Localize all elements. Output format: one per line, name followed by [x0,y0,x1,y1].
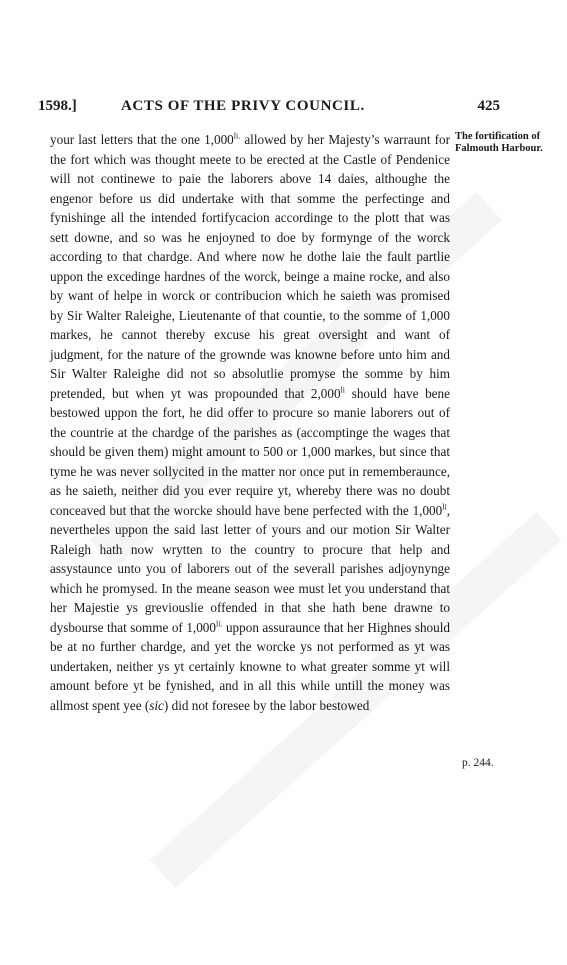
body-text-segment: allowed by her Majesty’s warraunt for the fort which was thought meete to be erected at the Castle of Pendenice will not continewe to paie the laborers above 14 daies, althoughe the engenor before us did undertake with that somme the perfectinge and fynishinge all the intended fortifycacion accordinge to the plott that was sett downe, and so was he enjoyned to doe by formynge of the worck according to that chardge. And where now he dothe laie the fault partlie uppon the excedinge hardnes of the worck, beinge a maine rocke, and also by want of helpe in worck or contribucion which he saieth was promised by Sir Walter Raleighe, Lieutenante of that countie, to the somme of 1,000 markes, he cannot thereby excuse his great oversight and want of judgment, for the nature of the grownde was knowne before unto him and Sir Walter Raleighe did not so absolutlie promyse the somme by him pretended, but when yt was propounded that 2,000 [50,132,450,401]
header-page-number: 425 [477,98,500,114]
header-year: 1598.] [38,98,77,114]
header-title: ACTS OF THE PRIVY COUNCIL. [121,98,365,114]
superscript-abbreviation: li [340,385,346,395]
body-text-segment: your last letters that the one 1,000 [50,132,234,147]
superscript-abbreviation: li. [216,619,223,629]
body-text-segment: uppon assuraunce that her Highnes should be at no further chardge, and yet the worcke ys not performed as yt was undertaken, neither ys yt certainly knowne to what greater somme yt will amount before yt be fynished, and in all this while untill the money was allmost spent yee ( [50,619,450,713]
body-text-segment: should have bene bestowed uppon the fort, he did offer to procure so manie laborers out of the countrie at the chardge of the parishes as (accomptinge the wages that should be given them) might amount to 500 or 1,000 markes, but since that tyme he was never sollycited in the matter nor once put in rememberaunce, as he saieth, neither did you ever require yt, whereby there was no doubt conceaved but that the worcke should have bene perfected with the 1,000 [50,385,450,518]
margin-note: The fortification of Falmouth Harbour. [455,131,543,154]
body-text-segment: ) did not foresee by the labor bestowed [163,697,370,713]
superscript-abbreviation: li [442,502,447,512]
superscript-abbreviation: li. [233,131,241,141]
margin-page-ref: p. 244. [462,757,494,769]
running-header [38,98,500,120]
body-paragraph [50,130,450,715]
body-text-segment: , nevertheles uppon the said last letter of yours and our motion Sir Walter Raleigh hath now wrytten to the country to procure that help and assystaunce unto you of laborers out of the severall parishes adjoynynge which he promysed. In the meane season wee must let you understand that her Majestie ys greviouslie offended in that she hath bene drawne to dysbourse that somme of 1,000 [50,502,450,635]
sic-annotation: sic [149,697,164,713]
